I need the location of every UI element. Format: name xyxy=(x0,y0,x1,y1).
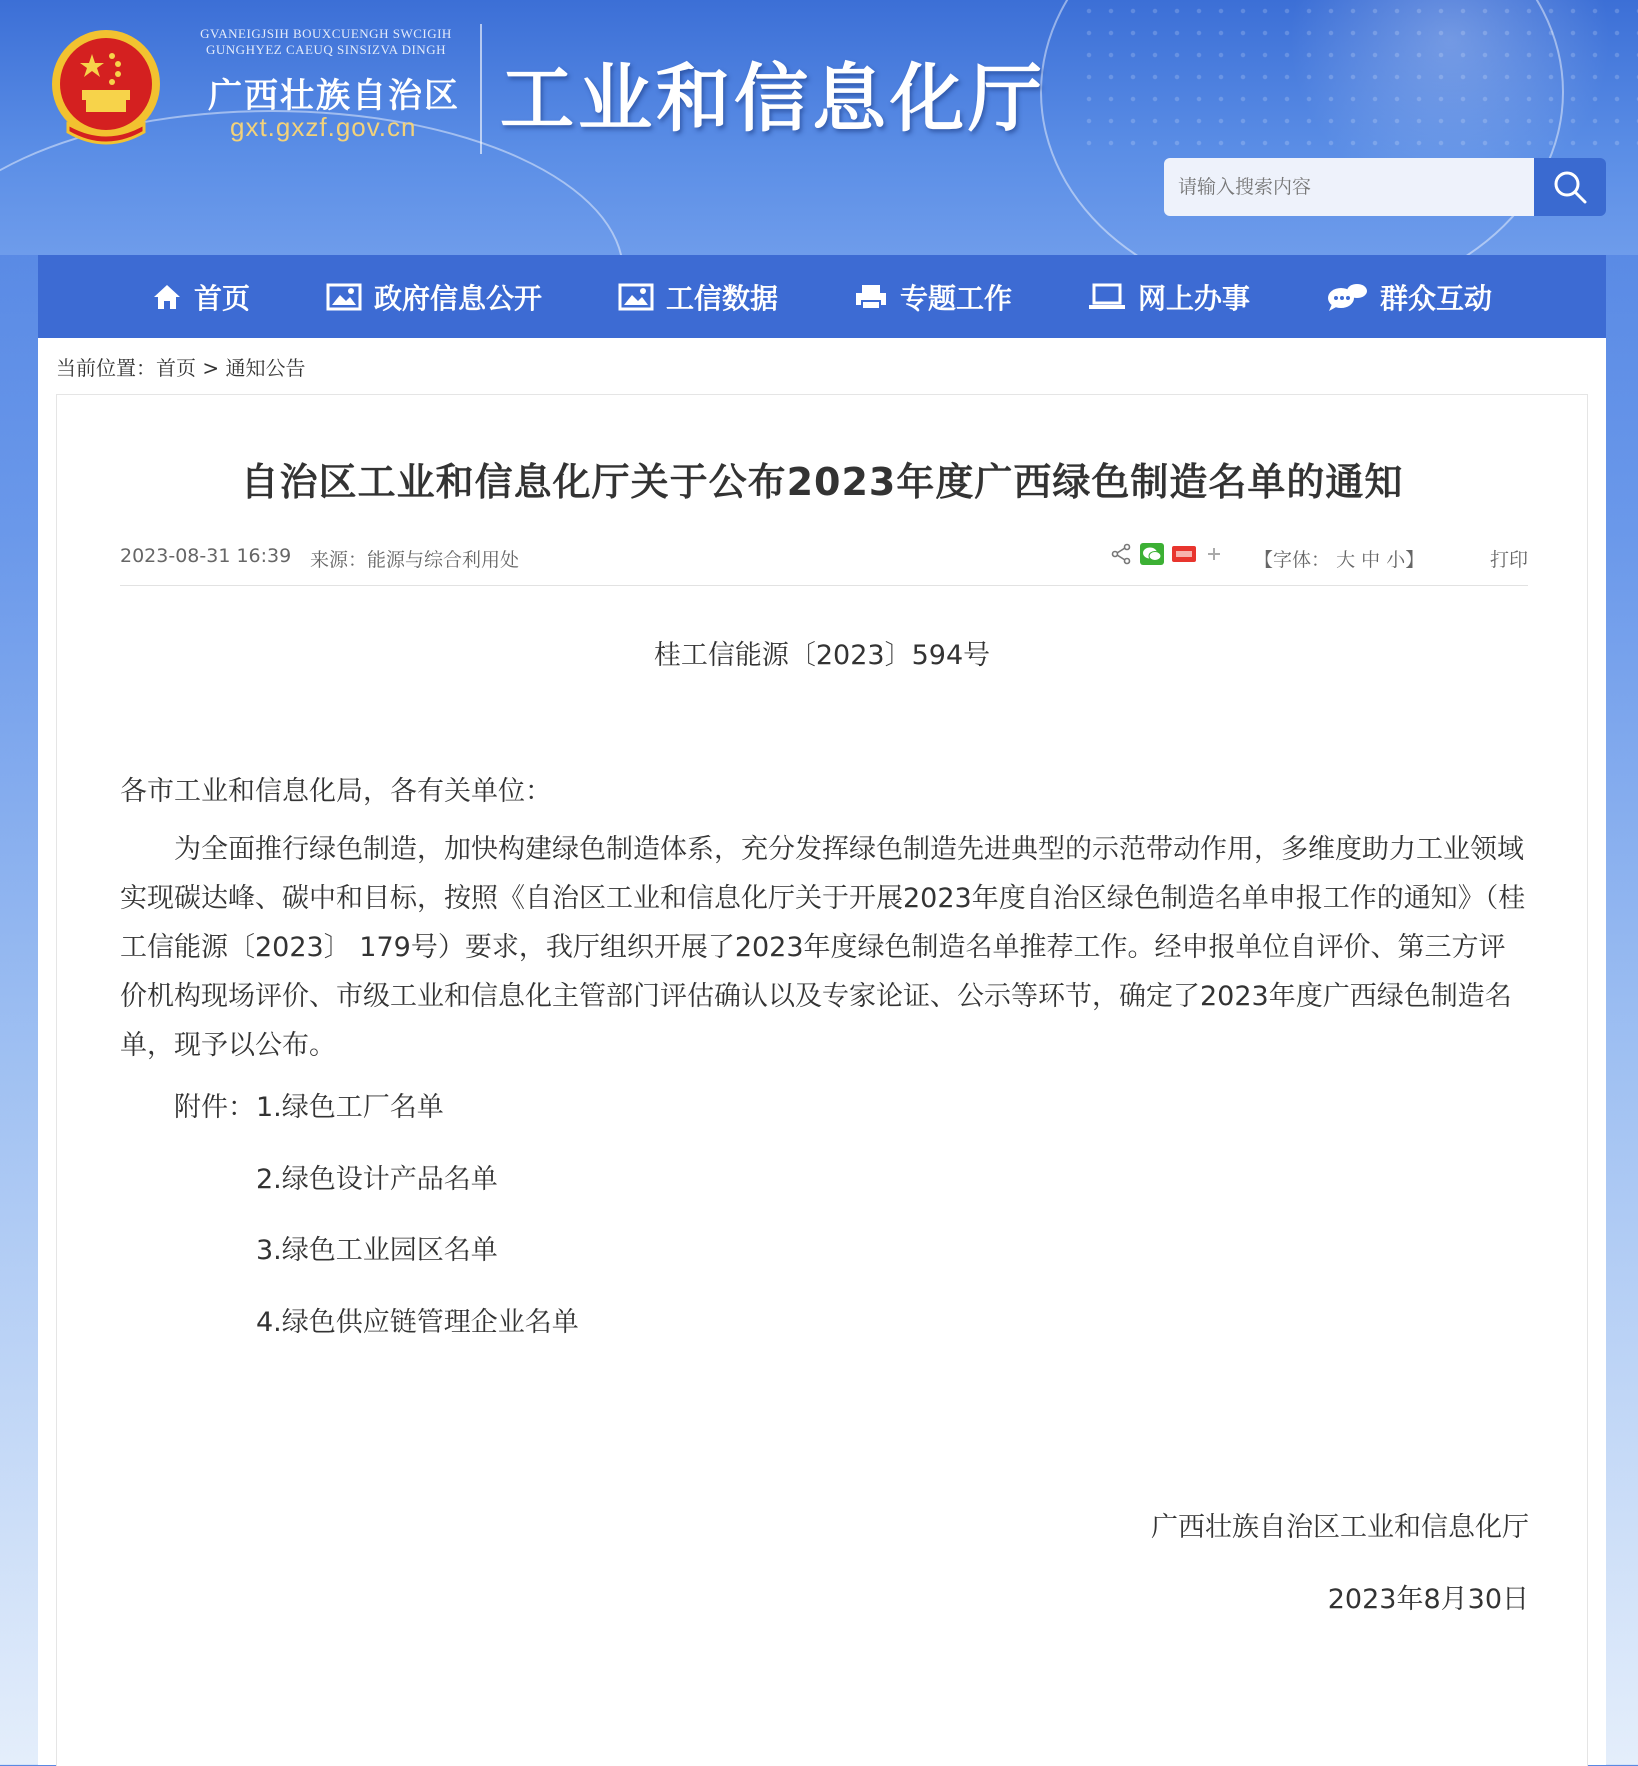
nav-item-interaction[interactable] xyxy=(1288,277,1530,317)
publish-date: 2023-08-31 16:39 xyxy=(120,545,292,567)
search-icon xyxy=(1553,170,1587,204)
attachment-link-3[interactable]: 3.绿色工业园区名单 xyxy=(256,1235,498,1266)
share-icon[interactable] xyxy=(1110,543,1132,565)
article-title: 自治区工业和信息化厅关于公布2023年度广西绿色制造名单的通知 xyxy=(240,460,1404,504)
main-nav xyxy=(38,255,1606,338)
print-button[interactable]: 打印 xyxy=(1489,549,1528,571)
site-region: 广西壮族自治区 xyxy=(208,76,460,116)
document-number: 桂工信能源〔2023〕594号 xyxy=(653,640,991,671)
nav-label: 专题工作 xyxy=(900,281,1013,315)
chat-icon xyxy=(1326,282,1368,312)
site-title: 工业和信息化厅 xyxy=(500,56,1046,142)
weibo-icon[interactable] xyxy=(1172,543,1196,565)
pinyin-line-2: GUNGHYEZ CAEUQ SINSIZVA DINGH xyxy=(206,42,446,57)
nav-label: 首页 xyxy=(193,281,250,315)
font-size-medium-button[interactable]: 中 xyxy=(1361,549,1381,571)
attachment-label: 附件： xyxy=(174,1092,255,1123)
header-decoration-arc xyxy=(1040,0,1564,255)
font-size-control xyxy=(1254,545,1424,572)
nav-label: 网上办事 xyxy=(1138,281,1251,315)
printer-icon xyxy=(854,283,888,311)
sign-date: 2023年8月30日 xyxy=(1327,1584,1529,1615)
search-button[interactable] xyxy=(1534,158,1606,216)
share-bar xyxy=(1110,543,1224,565)
signer: 广西壮族自治区工业和信息化厅 xyxy=(1151,1512,1529,1543)
nav-label: 工信数据 xyxy=(665,281,778,315)
nav-item-gov-info[interactable] xyxy=(288,277,580,317)
header-divider xyxy=(480,24,482,154)
breadcrumb-separator: > xyxy=(196,356,226,380)
laptop-icon xyxy=(1088,283,1126,311)
font-size-small-button[interactable]: 小 xyxy=(1386,549,1406,571)
search-box xyxy=(1164,158,1606,216)
attachment-link-1[interactable]: 1.绿色工厂名单 xyxy=(256,1092,444,1123)
breadcrumb-prefix: 当前位置： xyxy=(56,356,156,380)
wechat-icon[interactable] xyxy=(1140,543,1164,565)
nav-item-data[interactable] xyxy=(580,277,816,317)
home-icon xyxy=(152,283,182,311)
site-header xyxy=(0,0,1638,255)
font-size-large-button[interactable]: 大 xyxy=(1336,549,1356,571)
image-icon xyxy=(326,283,362,311)
nav-label: 群众互动 xyxy=(1380,281,1493,315)
font-size-label: 【字体： xyxy=(1254,549,1331,571)
attachment-link-4[interactable]: 4.绿色供应链管理企业名单 xyxy=(256,1307,579,1338)
breadcrumb xyxy=(56,352,305,381)
article-source: 来源：能源与综合利用处 xyxy=(310,549,520,571)
salutation: 各市工业和信息化局，各有关单位： xyxy=(120,776,552,807)
article-meta xyxy=(120,545,1528,586)
plus-icon[interactable] xyxy=(1204,544,1224,564)
site-domain: gxt.gxzf.gov.cn xyxy=(230,112,417,142)
nav-item-home[interactable] xyxy=(114,277,288,317)
breadcrumb-home-link[interactable]: 首页 xyxy=(156,356,196,380)
nav-item-special[interactable] xyxy=(816,277,1050,317)
article-paragraph: 为全面推行绿色制造，加快构建绿色制造体系，充分发挥绿色制造先进典型的示范带动作用，多维度助力工业领域实现碳达峰、碳中和目标，按照《自治区工业和信息化厅关于开展2023年度自治区绿色制造名单申报工作的通知》（桂工信能源〔2023〕 179号）要求，我厅组织开展了2023年度绿色制造名单推荐工作。经申报单位自评价、第三方评价机构现场评价、市级工业和信息化主管部门评估确认以及专家论证、公示等环节，确定了2023年度广西绿色制造名单，现予以公布。 xyxy=(120,834,1526,1061)
attachment-link-2[interactable]: 2.绿色设计产品名单 xyxy=(256,1164,498,1195)
font-size-label-close: 】 xyxy=(1405,549,1425,571)
nav-item-online-service[interactable] xyxy=(1050,277,1288,317)
national-emblem-icon xyxy=(48,28,164,148)
site-pinyin xyxy=(196,26,456,58)
article xyxy=(56,394,1588,1766)
pinyin-line-1: GVANEIGJSIH BOUXCUENGH SWCIGIH xyxy=(200,26,452,41)
image-icon xyxy=(618,283,654,311)
search-input[interactable] xyxy=(1164,158,1534,216)
main-content xyxy=(38,338,1606,1765)
breadcrumb-current-link[interactable]: 通知公告 xyxy=(225,356,306,380)
nav-label: 政府信息公开 xyxy=(373,281,542,315)
